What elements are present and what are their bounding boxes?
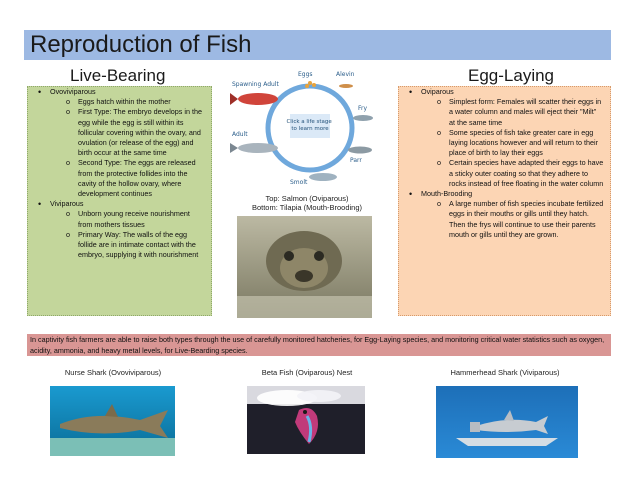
list-item: o A large number of fish species incubate fertilized eggs in their mouths or gills until they hatch. Then the frys will continue to use their parents mouth or gills until they are grown. bbox=[399, 199, 610, 240]
hatchery-banner: In captivity fish farmers are able to raise both types through the use of carefully monitored hatcheries, for Egg-Laying species, and monitoring critical water statistics such as oxygen, acidity, ammonia, and heavy metal levels, for Live-Bearding species. bbox=[27, 334, 611, 356]
salmon-caption: Top: Salmon (Oviparous) bbox=[265, 194, 349, 203]
beta-fish-photo bbox=[247, 386, 365, 454]
lifecycle-center-line: to learn more bbox=[291, 126, 329, 132]
beta-fish-caption: Beta Fish (Oviparous) Nest bbox=[261, 368, 353, 377]
list-item: o First Type: The embryo develops in the egg while the egg is still within its follicular covering within the ovary, and ovulation (or release of the egg) and birth occur at the same time bbox=[28, 107, 211, 158]
lifecycle-center-line: Click a life stage bbox=[286, 119, 332, 125]
mouth-brooding-item: • Mouth-Brooding bbox=[399, 189, 610, 199]
center-caption bbox=[232, 194, 382, 212]
oviparous-item: • Oviparous bbox=[399, 87, 610, 97]
live-bearing-box bbox=[27, 86, 212, 316]
alevin-fish-icon bbox=[339, 84, 353, 88]
tilapia-caption: Bottom: Tilapia (Mouth-Brooding) bbox=[251, 203, 363, 212]
parr-fish-icon bbox=[348, 147, 372, 154]
title-bar bbox=[24, 30, 611, 60]
fry-label: Fry bbox=[358, 105, 368, 112]
nurse-shark-photo bbox=[50, 386, 175, 456]
adult-label: Adult bbox=[232, 131, 248, 138]
list-item: o Unborn young receive nourishment from mothers tissues bbox=[28, 209, 211, 229]
list-item: o Eggs hatch within the mother bbox=[28, 97, 211, 107]
hammerhead-caption: Hammerhead Shark (Viviparous) bbox=[450, 368, 560, 377]
spawning-adult-label: Spawning Adult bbox=[232, 81, 279, 88]
hammerhead-photo bbox=[436, 386, 578, 458]
viviparous-item: • Viviparous bbox=[28, 199, 211, 209]
list-item: o Certain species have adapted their eggs to have a sticky outer coating so that they adhere to rocks instead of free floating in the water column bbox=[399, 158, 610, 189]
list-item: o Primary Way: The walls of the egg follide are in intimate contact with the embryo, supplying it with nourishment bbox=[28, 230, 211, 261]
smolt-label: Smolt bbox=[290, 179, 308, 186]
list-item: o Some species of fish take greater care in egg laying locations however and will return to their place of birth to lay their eggs bbox=[399, 128, 610, 159]
egg-laying-heading: Egg-Laying bbox=[468, 66, 555, 85]
ovoviviparous-item: • Ovoviviparous bbox=[28, 87, 211, 97]
salmon-lifecycle-diagram[interactable] bbox=[228, 66, 388, 190]
live-bearing-heading: Live-Bearing bbox=[70, 66, 166, 85]
egg-laying-box bbox=[398, 86, 611, 316]
fry-fish-icon bbox=[353, 115, 373, 121]
nurse-shark-caption: Nurse Shark (Ovoviviparous) bbox=[64, 368, 162, 377]
list-item: o Simplest form: Females will scatter their eggs in a water column and males will eject their "Milt" at the same time bbox=[399, 97, 610, 128]
eggs-label: Eggs bbox=[298, 71, 313, 78]
tilapia-photo bbox=[237, 216, 372, 318]
alevin-label: Alevin bbox=[336, 71, 355, 78]
list-item: o Second Type: The eggs are released from the protective follides into the cavity of the hollow ovary, where development continues bbox=[28, 158, 211, 199]
page-title: Reproduction of Fish bbox=[30, 31, 252, 58]
parr-label: Parr bbox=[350, 157, 362, 164]
smolt-fish-icon bbox=[309, 173, 337, 181]
lifecycle-center-text bbox=[286, 119, 333, 132]
